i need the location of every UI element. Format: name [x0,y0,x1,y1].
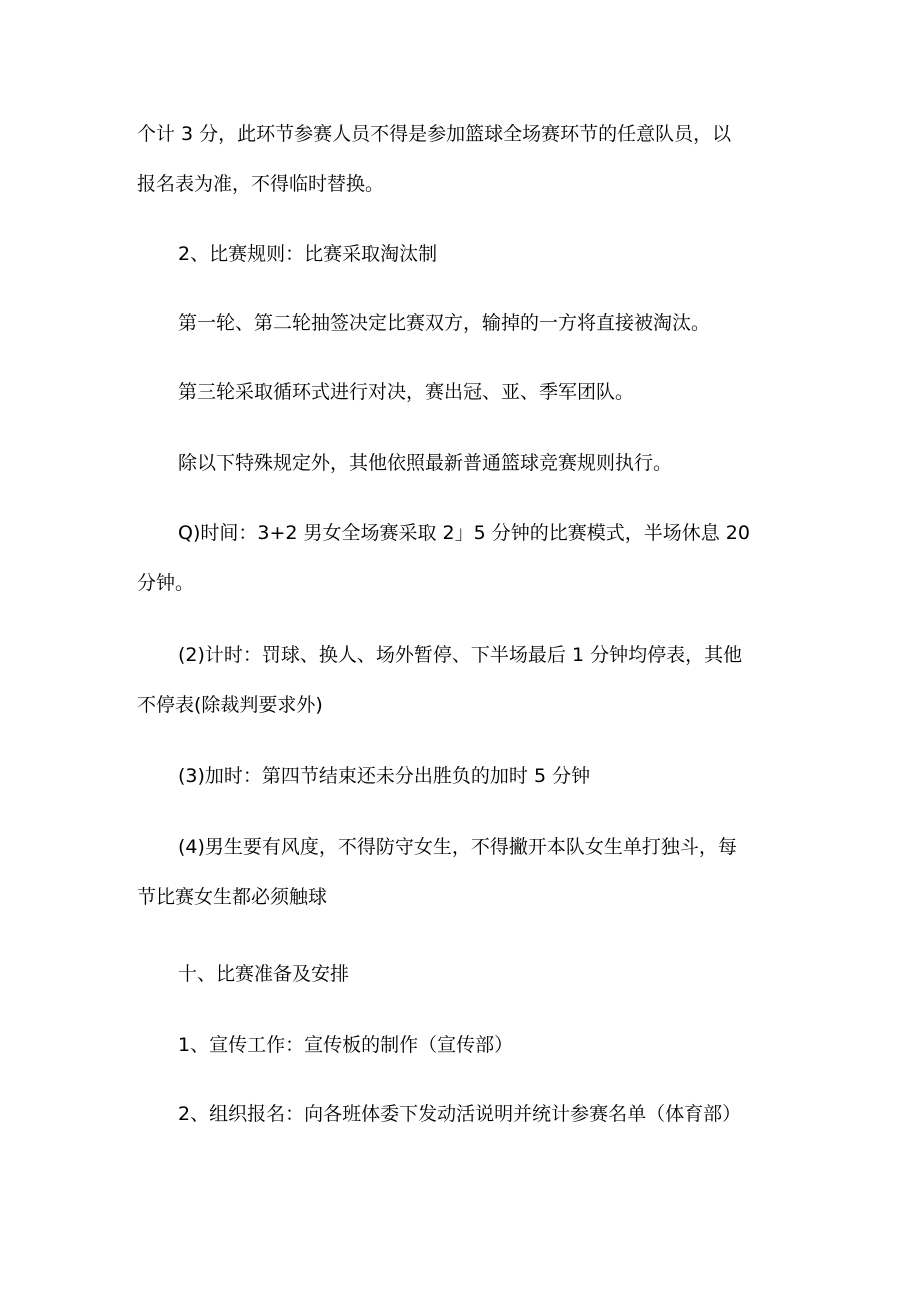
section-heading: 2、比赛规则：比赛采取淘汰制 [178,243,438,265]
list-item: 1、宣传工作：宣传板的制作（宣传部） [178,1034,514,1056]
paragraph-line: 第一轮、第二轮抽签决定比赛双方，输掉的一方将直接被淘汰。 [178,312,711,334]
section-heading: 十、比赛准备及安排 [178,963,350,985]
paragraph-line: 个计 3 分，此环节参赛人员不得是参加篮球全场赛环节的任意队员，以 [137,123,732,145]
rule-item-continuation: 节比赛女生都必须触球 [137,886,328,908]
rule-item: (3)加时：第四节结束还未分出胜负的加时 5 分钟 [178,765,591,787]
rule-item-continuation: 分钟。 [137,572,195,594]
list-item: 2、组织报名：向各班体委下发动活说明并统计参赛名单（体育部） [178,1103,742,1125]
rule-item: (2)计时：罚球、换人、场外暂停、下半场最后 1 分钟均停表，其他 [178,644,743,666]
paragraph-line: 报名表为准，不得临时替换。 [137,173,385,195]
rule-item: Q)时间：3+2 男女全场赛采取 2」5 分钟的比赛模式，半场休息 20 [178,522,750,544]
rule-item: (4)男生要有风度，不得防守女生，不得撇开本队女生单打独斗，每 [178,836,737,858]
paragraph-line: 除以下特殊规定外，其他依照最新普通篮球竞赛规则执行。 [178,452,673,474]
paragraph-line: 第三轮采取循环式进行对决，赛出冠、亚、季军团队。 [178,381,635,403]
rule-item-continuation: 不停表(除裁判要求外) [137,694,323,716]
